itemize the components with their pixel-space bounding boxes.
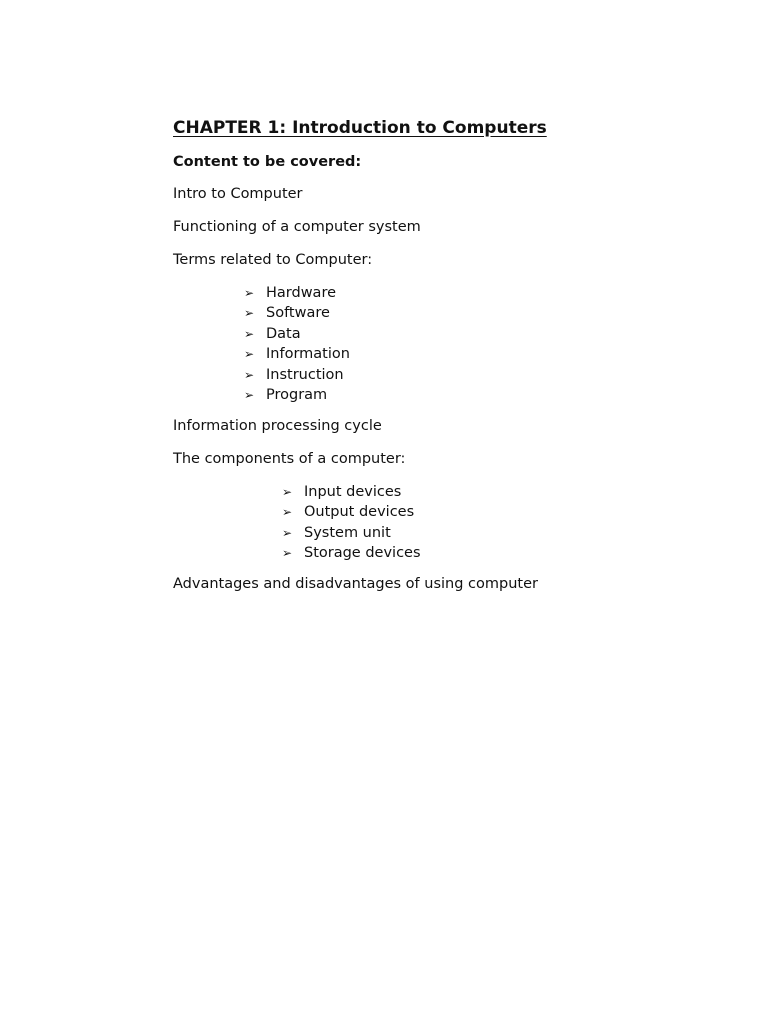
content-subheading: Content to be covered:: [173, 154, 362, 170]
arrow-bullet-icon: ➢: [282, 546, 293, 561]
line-cycle: Information processing cycle: [173, 418, 382, 434]
line-functioning: Functioning of a computer system: [173, 219, 421, 235]
arrow-bullet-icon: ➢: [244, 367, 255, 382]
arrow-bullet-icon: ➢: [282, 485, 293, 499]
line-terms: Terms related to Computer:: [173, 252, 373, 268]
chapter-title: CHAPTER 1: Introduction to Computers: [173, 118, 547, 138]
document-page: CHAPTER 1: Introduction to Computers Content to be covered: Intro to Computer Functioning of a computer system Terms related to Computer: ➢ Hardware ➢ Software ➢ Data ➢ Information ➢ Instruction ➢ Program Information processing cycle The components of a computer: ➢ Input devices ➢ Output devices ➢ System unit ➢ Storage devices Advantages and disadvantages of using computer: [173, 118, 547, 592]
arrow-bullet-icon: ➢: [244, 286, 255, 300]
line-components: The components of a computer:: [173, 451, 406, 467]
arrow-bullet-icon: ➢: [244, 326, 255, 341]
line-intro: Intro to Computer: [173, 186, 303, 202]
arrow-bullet-icon: ➢: [244, 387, 255, 402]
line-advantages: Advantages and disadvantages of using computer: [173, 576, 538, 592]
arrow-bullet-icon: ➢: [282, 505, 293, 520]
arrow-bullet-icon: ➢: [244, 306, 255, 321]
arrow-bullet-icon: ➢: [244, 347, 255, 362]
arrow-bullet-icon: ➢: [282, 525, 293, 540]
